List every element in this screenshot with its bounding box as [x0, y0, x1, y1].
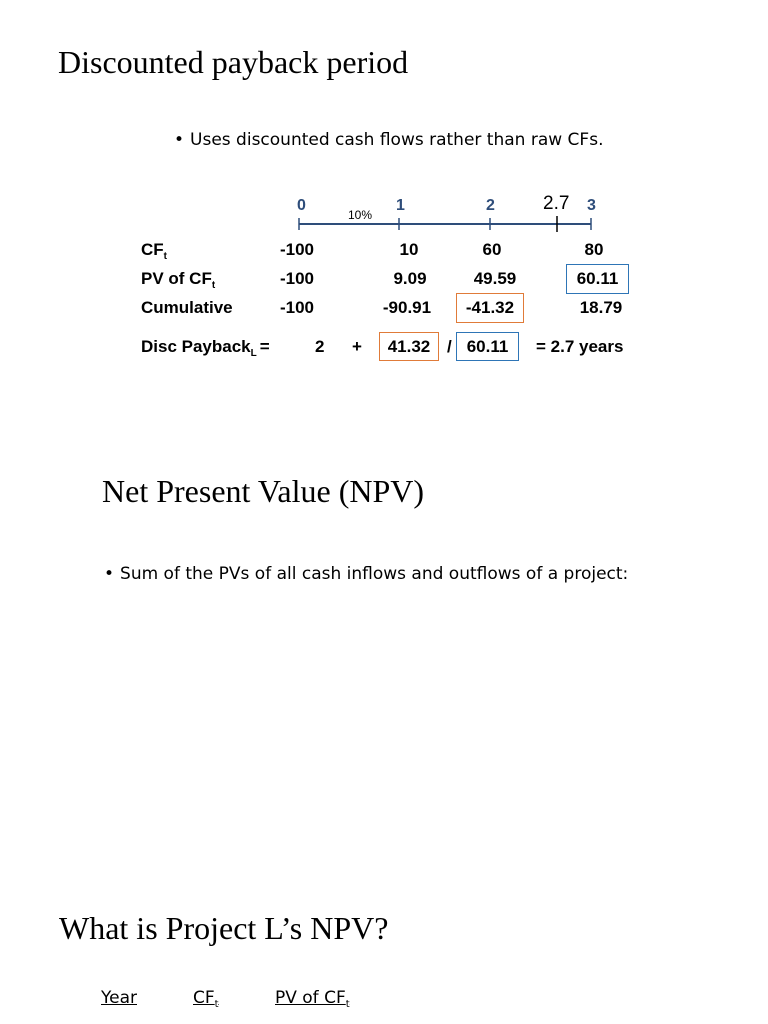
row-label-cumulative: Cumulative [141, 298, 233, 317]
cf-value-2: 60 [482, 240, 502, 259]
pv-value-3-highlight: 60.11 [566, 264, 629, 294]
cf-value-1: 10 [399, 240, 419, 259]
slide3-header-year: Year [101, 988, 137, 1008]
slide3-header-cf: $CF_t$ [193, 988, 219, 1010]
pv-value-0: -100 [279, 269, 315, 288]
row-label-pv: PV of $CF_t$ [141, 269, 216, 291]
cum-value-3: 18.79 [579, 298, 623, 317]
formula-numerator-highlight: 41.32 [379, 332, 439, 361]
cf-value-3: 80 [584, 240, 604, 259]
disc-payback-label: Disc Payback$_L$ = [141, 337, 270, 359]
formula-base: 2 [315, 337, 325, 356]
cash-flow-timeline [0, 0, 768, 240]
timeline-label-1: 1 [396, 197, 405, 214]
formula-plus: + [352, 337, 362, 356]
bullet-dot-icon: • [174, 130, 185, 150]
slide1-title: Discounted payback period [58, 44, 409, 80]
slide2-title: Net Present Value (NPV) [102, 473, 425, 509]
cum-value-1: -90.91 [382, 298, 432, 317]
timeline-label-2: 2 [486, 197, 495, 214]
timeline-label-0: 0 [297, 197, 306, 214]
formula-denominator-highlight: 60.11 [456, 332, 519, 361]
timeline-rate-label: 10% [348, 208, 373, 222]
timeline-payback-marker: 2.7 [543, 193, 570, 214]
slide2-bullet-text: Sum of the PVs of all cash inflows and outflows of a project: [120, 564, 629, 584]
cum-value-0: -100 [279, 298, 315, 317]
formula-result: = 2.7 years [536, 337, 624, 356]
row-label-cf: $CF_t$ [141, 240, 168, 262]
formula-slash: / [447, 337, 452, 356]
slide3-title: What is Project L’s NPV? [59, 910, 389, 946]
pv-value-1: 9.09 [393, 269, 427, 288]
timeline-label-3: 3 [587, 197, 596, 214]
bullet-dot-icon: • [104, 564, 115, 584]
pv-value-2: 49.59 [473, 269, 517, 288]
cum-value-2-highlight: -41.32 [456, 293, 524, 323]
slide3-header-pv: PV of $CF_t$ [275, 988, 350, 1010]
cf-value-0: -100 [279, 240, 315, 259]
slide2-bullet [104, 564, 628, 584]
slide1-bullet-text: Uses discounted cash flows rather than raw CFs. [190, 130, 604, 150]
